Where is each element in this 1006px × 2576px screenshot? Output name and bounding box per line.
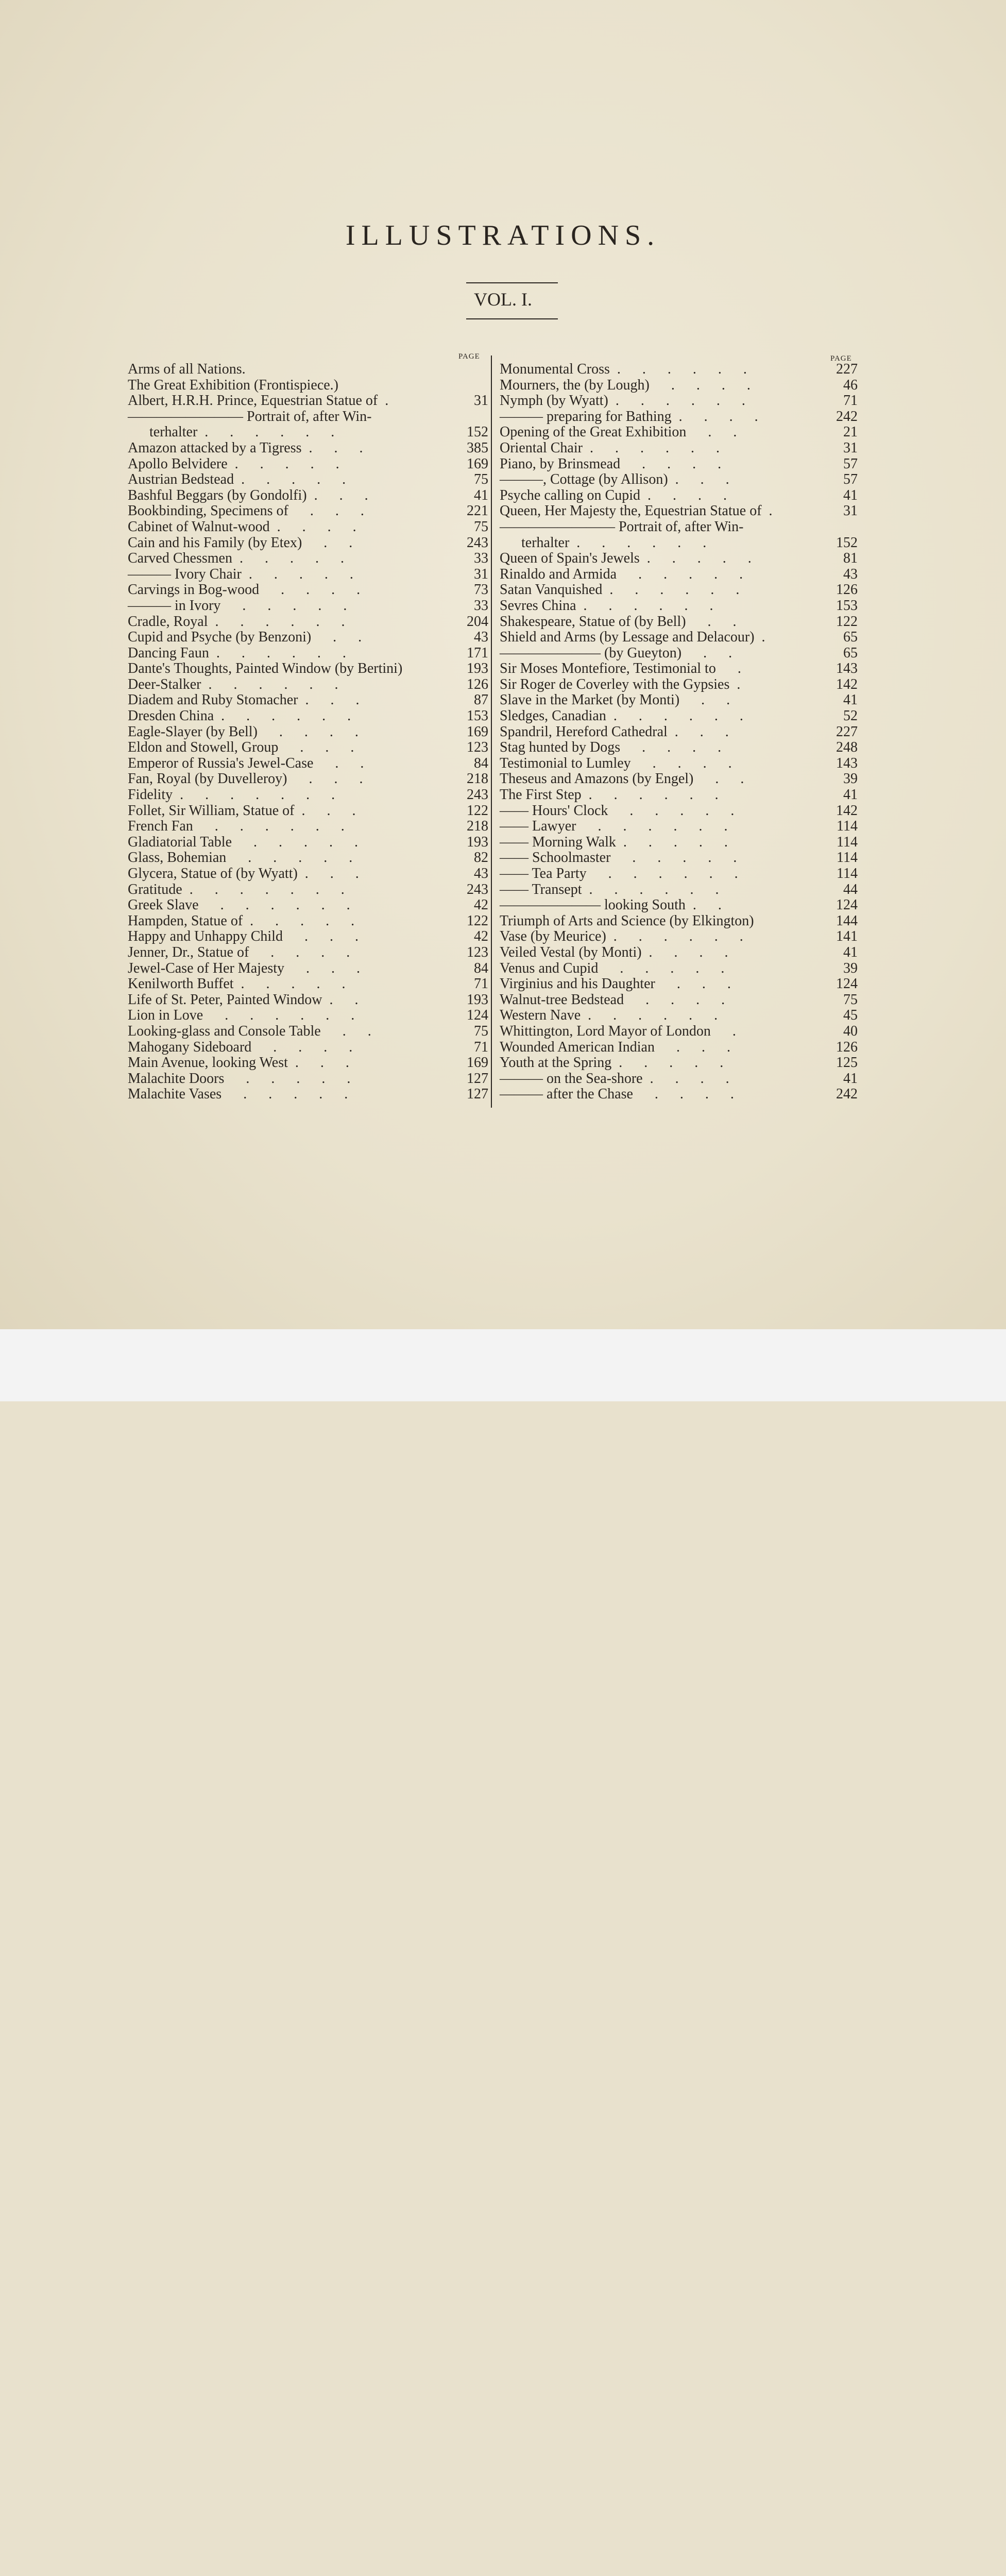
entry-page: 227 (836, 361, 858, 377)
entry-title: Arms of all Nations. (128, 361, 246, 377)
entry-title: Apollo Belvidere . . . . . (128, 455, 339, 472)
entry-page: 57 (843, 471, 858, 488)
entry-title: Cabinet of Walnut-wood . . . . (128, 518, 356, 535)
index-entry (500, 850, 858, 866)
index-entry (500, 646, 858, 662)
entry-title: terhalter . . . . . . (500, 534, 707, 551)
entry-page: 81 (843, 550, 858, 567)
entry-title: Venus and Cupid . . . . . (500, 960, 725, 976)
index-entry (500, 567, 858, 583)
index-entry (128, 992, 488, 1008)
entry-page: 169 (467, 723, 488, 740)
entry-title: Lion in Love . . . . . . (128, 1007, 355, 1024)
index-entry (128, 630, 488, 646)
entry-title: Psyche calling on Cupid . . . . (500, 487, 727, 503)
entry-page: 227 (836, 723, 858, 740)
entry-page: 124 (467, 1007, 488, 1024)
entry-title: Austrian Bedstead . . . . . (128, 471, 346, 488)
entry-title: Spandril, Hereford Cathedral . . . (500, 723, 729, 740)
index-entry (128, 1008, 488, 1024)
entry-page: 33 (474, 550, 488, 567)
entry-title: Malachite Vases . . . . . (128, 1086, 348, 1103)
entry-title: Gratitude . . . . . . . (128, 881, 345, 897)
index-entry (128, 961, 488, 977)
entry-page: 122 (467, 802, 488, 819)
index-entry (128, 1040, 488, 1056)
entry-page: 125 (836, 1055, 858, 1071)
entry-page: 141 (836, 928, 858, 945)
entry-title: —— Schoolmaster . . . . . (500, 850, 737, 866)
entry-page: 114 (837, 866, 858, 882)
index-entry (128, 598, 488, 614)
entry-title: Follet, Sir William, Statue of . . . (128, 802, 356, 819)
entry-page: 43 (474, 866, 488, 882)
entry-page: 385 (467, 439, 488, 456)
index-entry (500, 1087, 858, 1103)
index-entry (500, 614, 858, 630)
index-entry (128, 1087, 488, 1103)
index-entry (128, 692, 488, 708)
entry-page: 122 (836, 613, 858, 630)
entry-title: ———————— Portrait of, after Win- (128, 408, 372, 425)
entry-page: 143 (836, 660, 858, 677)
entry-page: 114 (837, 850, 858, 866)
index-entry (128, 661, 488, 677)
entry-page: 123 (467, 944, 488, 960)
entry-title: —— Hours' Clock . . . . . (500, 802, 735, 819)
entry-title: ——————— (by Gueyton) . . (500, 645, 732, 661)
entry-title: Shakespeare, Statue of (by Bell) . . (500, 613, 737, 630)
index-entry (128, 646, 488, 662)
index-entry (128, 882, 488, 898)
entry-page: 218 (467, 771, 488, 787)
entry-title: Youth at the Spring . . . . . (500, 1055, 724, 1071)
entry-page: 152 (836, 534, 858, 551)
index-entry (500, 756, 858, 772)
index-entry (500, 519, 858, 535)
entry-page: 84 (474, 960, 488, 976)
entry-title: Fidelity . . . . . . . (128, 787, 335, 803)
entry-title: Bashful Beggars (by Gondolfi) . . . (128, 487, 368, 503)
entry-title: Deer-Stalker . . . . . . (128, 676, 338, 692)
index-entry (500, 771, 858, 787)
entry-title: The First Step . . . . . . (500, 787, 719, 803)
footer-bar (0, 1329, 1006, 1401)
index-entry (500, 803, 858, 819)
entry-title: Looking-glass and Console Table . . (128, 1023, 371, 1039)
entry-title: Main Avenue, looking West . . . (128, 1055, 349, 1071)
index-entry (500, 740, 858, 756)
index-entry (500, 1008, 858, 1024)
entry-title: Happy and Unhappy Child . . . (128, 928, 359, 945)
index-entry (128, 787, 488, 803)
entry-title: —— Morning Walk . . . . . (500, 834, 728, 850)
index-entry (500, 976, 858, 992)
index-entry (128, 850, 488, 866)
entry-page: 75 (843, 991, 858, 1008)
entry-title: Whittington, Lord Mayor of London . (500, 1023, 736, 1039)
index-entry (500, 378, 858, 394)
entry-page: 41 (843, 692, 858, 708)
entry-title: Oriental Chair . . . . . . (500, 439, 720, 456)
entry-page: 204 (467, 613, 488, 630)
index-entry (128, 378, 488, 394)
entry-page: 39 (843, 960, 858, 976)
entry-title: Piano, by Brinsmead . . . . (500, 455, 722, 472)
right-page-header: PAGE (830, 354, 852, 363)
page-heading: ILLUSTRATIONS. (345, 219, 661, 251)
entry-page: 169 (467, 455, 488, 472)
entry-title: Shield and Arms (by Lessage and Delacour) . (500, 629, 765, 646)
entry-page: 169 (467, 1055, 488, 1071)
left-index-column (128, 362, 488, 1103)
entry-title: Cain and his Family (by Etex) . . (128, 534, 353, 551)
entry-page: 84 (474, 755, 488, 771)
entry-page: 40 (843, 1023, 858, 1039)
entry-title: Kenilworth Buffet . . . . . (128, 976, 346, 992)
entry-title: Jenner, Dr., Statue of . . . . (128, 944, 350, 960)
entry-title: Hampden, Statue of . . . . . (128, 912, 355, 929)
index-entry (500, 393, 858, 409)
index-entry (128, 724, 488, 740)
index-entry (128, 535, 488, 551)
entry-page: 46 (843, 377, 858, 393)
index-entry (500, 661, 858, 677)
entry-title: Amazon attacked by a Tigress . . . (128, 439, 363, 456)
index-entry (128, 945, 488, 961)
entry-page: 171 (467, 645, 488, 661)
index-entry (128, 803, 488, 819)
entry-title: Greek Slave . . . . . . (128, 897, 350, 913)
index-entry (128, 1024, 488, 1040)
index-entry (500, 961, 858, 977)
entry-page: 82 (474, 850, 488, 866)
index-entry (500, 724, 858, 740)
index-entry (500, 582, 858, 598)
left-page-header: PAGE (458, 352, 480, 361)
entry-page: 71 (474, 976, 488, 992)
entry-page: 31 (474, 393, 488, 409)
entry-page: 42 (474, 928, 488, 945)
entry-page: 248 (836, 739, 858, 756)
entry-page: 31 (843, 503, 858, 519)
entry-page: 43 (843, 566, 858, 582)
index-entry (128, 740, 488, 756)
index-entry (128, 425, 488, 440)
entry-title: Monumental Cross . . . . . . (500, 361, 747, 377)
entry-page: 193 (467, 660, 488, 677)
entry-page: 142 (836, 802, 858, 819)
entry-page: 75 (474, 518, 488, 535)
entry-title: ———, Cottage (by Allison) . . . (500, 471, 729, 488)
entry-page: 126 (467, 676, 488, 692)
entry-title: Glycera, Statue of (by Wyatt) . . . (128, 866, 359, 882)
index-entry (128, 551, 488, 567)
index-entry (500, 488, 858, 504)
entry-page: 218 (467, 818, 488, 835)
entry-title: French Fan . . . . . . (128, 818, 345, 835)
index-entry (500, 456, 858, 472)
index-entry (128, 488, 488, 504)
entry-title: —— Lawyer . . . . . . (500, 818, 728, 835)
index-entry (500, 819, 858, 835)
index-entry (500, 440, 858, 456)
index-entry (128, 440, 488, 456)
entry-title: Gladiatorial Table . . . . . (128, 834, 359, 850)
entry-title: Sledges, Canadian . . . . . . (500, 708, 743, 724)
index-entry (128, 393, 488, 409)
index-entry (500, 708, 858, 724)
index-entry (500, 866, 858, 882)
entry-title: The Great Exhibition (Frontispiece.) (128, 377, 338, 393)
entry-title: Carved Chessmen . . . . . (128, 550, 344, 567)
index-entry (128, 409, 488, 425)
index-entry (500, 692, 858, 708)
index-entry (128, 819, 488, 835)
index-entry (500, 882, 858, 898)
index-entry (500, 535, 858, 551)
index-entry (500, 677, 858, 693)
entry-title: ——— on the Sea-shore . . . . (500, 1070, 729, 1087)
index-entry (500, 1071, 858, 1087)
index-entry (128, 756, 488, 772)
heading-rule-bottom (466, 318, 558, 319)
entry-title: Cupid and Psyche (by Benzoni) . . (128, 629, 362, 646)
index-entry (500, 945, 858, 961)
entry-title: Theseus and Amazons (by Engel) . . (500, 771, 744, 787)
entry-page: 41 (474, 487, 488, 503)
entry-title: Eldon and Stowell, Group . . . (128, 739, 354, 756)
index-entry (500, 472, 858, 488)
entry-title: ——— in Ivory . . . . . (128, 597, 347, 614)
index-entry (128, 456, 488, 472)
index-entry (500, 913, 858, 929)
entry-title: Vase (by Meurice) . . . . . . (500, 928, 743, 945)
entry-title: Dante's Thoughts, Painted Window (by Bertini) (128, 660, 403, 677)
entry-page: 31 (843, 439, 858, 456)
index-entry (128, 897, 488, 913)
entry-title: Testimonial to Lumley . . . . (500, 755, 732, 771)
entry-title: ——————— looking South . . (500, 897, 722, 913)
entry-title: Glass, Bohemian . . . . . (128, 850, 353, 866)
entry-page: 144 (836, 912, 858, 929)
entry-page: 57 (843, 455, 858, 472)
index-entry (500, 1024, 858, 1040)
entry-page: 114 (837, 834, 858, 850)
entry-page: 87 (474, 692, 488, 708)
entry-title: Mahogany Sideboard . . . . (128, 1039, 353, 1055)
entry-title: Stag hunted by Dogs . . . . (500, 739, 722, 756)
index-entry (500, 897, 858, 913)
index-entry (128, 976, 488, 992)
entry-title: ——— Ivory Chair . . . . . (128, 566, 353, 582)
entry-title: ——— after the Chase . . . . (500, 1086, 734, 1103)
entry-page: 123 (467, 739, 488, 756)
entry-page: 153 (467, 708, 488, 724)
entry-page: 73 (474, 582, 488, 598)
entry-page: 43 (474, 629, 488, 646)
index-entry (500, 1055, 858, 1071)
entry-title: Malachite Doors . . . . . (128, 1070, 351, 1087)
entry-title: Queen of Spain's Jewels . . . . . (500, 550, 752, 567)
entry-page: 75 (474, 471, 488, 488)
index-entry (500, 362, 858, 378)
index-entry (500, 503, 858, 519)
entry-title: Sevres China . . . . . . (500, 597, 713, 614)
index-entry (128, 913, 488, 929)
index-entry (128, 362, 488, 378)
entry-page: 39 (843, 771, 858, 787)
entry-page: 242 (836, 1086, 858, 1103)
entry-page: 242 (836, 408, 858, 425)
entry-page: 75 (474, 1023, 488, 1039)
entry-title: Albert, H.R.H. Prince, Equestrian Statue of . (128, 393, 389, 409)
entry-title: Life of St. Peter, Painted Window . . (128, 991, 359, 1008)
entry-title: Slave in the Market (by Monti) . . (500, 692, 730, 708)
index-entry (128, 472, 488, 488)
index-entry (128, 567, 488, 583)
entry-page: 243 (467, 534, 488, 551)
index-entry (128, 582, 488, 598)
entry-title: ——— preparing for Bathing . . . . (500, 408, 758, 425)
entry-title: Sir Moses Montefiore, Testimonial to . (500, 660, 741, 677)
entry-title: terhalter . . . . . . (128, 424, 335, 440)
entry-page: 127 (467, 1086, 488, 1103)
entry-title: Walnut-tree Bedstead . . . . (500, 991, 725, 1008)
index-entry (500, 992, 858, 1008)
entry-page: 124 (836, 897, 858, 913)
entry-title: Eagle-Slayer (by Bell) . . . . (128, 723, 359, 740)
index-entry (128, 771, 488, 787)
entry-page: 243 (467, 787, 488, 803)
index-entry (500, 425, 858, 440)
entry-title: Virginius and his Daughter . . . (500, 976, 731, 992)
index-entry (500, 630, 858, 646)
entry-page: 41 (843, 1070, 858, 1087)
right-index-column (500, 362, 858, 1103)
heading-rule-top (466, 282, 558, 283)
entry-page: 243 (467, 881, 488, 897)
entry-page: 44 (843, 881, 858, 897)
entry-page: 71 (843, 393, 858, 409)
entry-title: Western Nave . . . . . . (500, 1007, 718, 1024)
entry-page: 41 (843, 944, 858, 960)
entry-page: 71 (474, 1039, 488, 1055)
entry-page: 126 (836, 582, 858, 598)
entry-page: 21 (843, 424, 858, 440)
entry-title: —— Tea Party . . . . . . (500, 866, 738, 882)
entry-page: 122 (467, 912, 488, 929)
entry-title: Fan, Royal (by Duvelleroy) . . . (128, 771, 363, 787)
index-entry (128, 1071, 488, 1087)
entry-page: 65 (843, 645, 858, 661)
entry-page: 126 (836, 1039, 858, 1055)
entry-title: Opening of the Great Exhibition . . (500, 424, 737, 440)
entry-title: Veiled Vestal (by Monti) . . . . (500, 944, 728, 960)
entry-page: 142 (836, 676, 858, 692)
entry-page: 45 (843, 1007, 858, 1024)
entry-page: 124 (836, 976, 858, 992)
entry-page: 221 (467, 503, 488, 519)
entry-page: 152 (467, 424, 488, 440)
entry-title: Dancing Faun . . . . . . (128, 645, 346, 661)
entry-title: Carvings in Bog-wood . . . . (128, 582, 361, 598)
index-entry (128, 614, 488, 630)
entry-title: Cradle, Royal . . . . . . (128, 613, 345, 630)
entry-title: Nymph (by Wyatt) . . . . . . (500, 393, 745, 409)
index-entry (128, 866, 488, 882)
volume-label: VOL. I. (474, 289, 532, 310)
entry-page: 193 (467, 991, 488, 1008)
entry-title: Dresden China . . . . . . (128, 708, 351, 724)
index-entry (500, 835, 858, 851)
entry-title: Triumph of Arts and Science (by Elkington) (500, 912, 754, 929)
index-entry (500, 598, 858, 614)
entry-page: 193 (467, 834, 488, 850)
entry-page: 42 (474, 897, 488, 913)
entry-title: Emperor of Russia's Jewel-Case . . (128, 755, 364, 771)
entry-title: —— Transept . . . . . . (500, 881, 719, 897)
index-entry (500, 929, 858, 945)
index-entry (500, 1040, 858, 1056)
entry-page: 41 (843, 787, 858, 803)
entry-page: 143 (836, 755, 858, 771)
entry-page: 41 (843, 487, 858, 503)
entry-page: 114 (837, 818, 858, 835)
entry-title: Queen, Her Majesty the, Equestrian Statue of . (500, 503, 773, 519)
index-entry (128, 929, 488, 945)
index-entry (128, 677, 488, 693)
entry-page: 31 (474, 566, 488, 582)
index-entry (500, 787, 858, 803)
entry-title: Satan Vanquished . . . . . . (500, 582, 740, 598)
entry-title: Sir Roger de Coverley with the Gypsies . (500, 676, 741, 692)
index-entry (128, 835, 488, 851)
index-entry (128, 708, 488, 724)
entry-page: 33 (474, 597, 488, 614)
entry-title: Mourners, the (by Lough) . . . . (500, 377, 751, 393)
column-divider (491, 355, 492, 1108)
entry-page: 127 (467, 1070, 488, 1087)
index-entry (128, 503, 488, 519)
entry-title: Rinaldo and Armida . . . . . (500, 566, 743, 582)
index-entry (500, 551, 858, 567)
entry-page: 65 (843, 629, 858, 646)
entry-page: 153 (836, 597, 858, 614)
entry-title: Jewel-Case of Her Majesty . . . (128, 960, 361, 976)
index-entry (128, 1055, 488, 1071)
entry-title: ———————— Portrait of, after Win- (500, 518, 744, 535)
entry-title: Bookbinding, Specimens of . . . (128, 503, 364, 519)
index-entry (128, 519, 488, 535)
entry-title: Diadem and Ruby Stomacher . . . (128, 692, 360, 708)
entry-page: 52 (843, 708, 858, 724)
entry-title: Wounded American Indian . . . (500, 1039, 730, 1055)
index-entry (500, 409, 858, 425)
